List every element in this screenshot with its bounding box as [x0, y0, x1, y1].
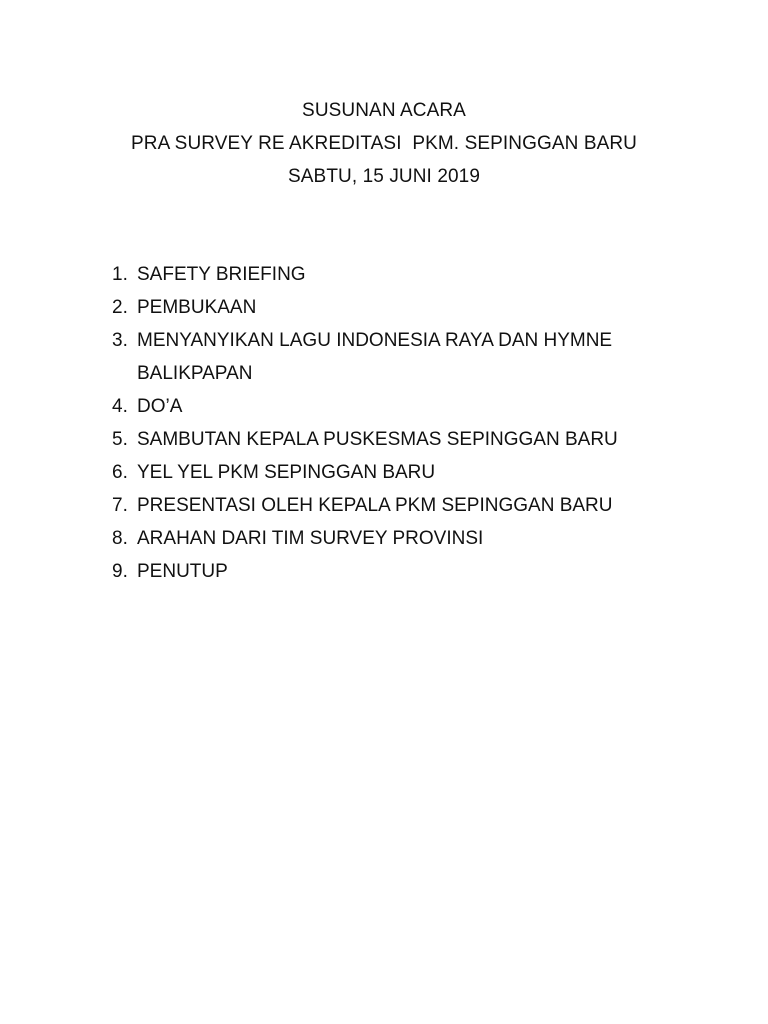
agenda-list [112, 258, 672, 588]
event-date: SABTU, 15 JUNI 2019 [288, 166, 480, 187]
agenda-item [112, 555, 672, 588]
agenda-item [112, 489, 672, 522]
agenda-item-number: 4. [112, 396, 128, 417]
agenda-item-number: 7. [112, 495, 128, 516]
agenda-item [112, 522, 672, 555]
agenda-item-text: ARAHAN DARI TIM SURVEY PROVINSI [137, 528, 484, 549]
agenda-item-number: 6. [112, 462, 128, 483]
agenda-item-text: SAFETY BRIEFING [137, 264, 306, 285]
agenda-item-number: 9. [112, 561, 128, 582]
agenda-item [112, 324, 672, 390]
agenda-item-number: 5. [112, 429, 128, 450]
agenda-item-number: 1. [112, 264, 128, 285]
document-title: SUSUNAN ACARA [302, 100, 466, 121]
agenda-item-text: SAMBUTAN KEPALA PUSKESMAS SEPINGGAN BARU [137, 429, 618, 450]
agenda-item-text: YEL YEL PKM SEPINGGAN BARU [137, 462, 436, 483]
agenda-item-number: 8. [112, 528, 128, 549]
agenda-item [112, 258, 672, 291]
agenda-item-text: PEMBUKAAN [137, 297, 257, 318]
agenda-item [112, 423, 672, 456]
agenda-item-text: PRESENTASI OLEH KEPALA PKM SEPINGGAN BARU [137, 495, 613, 516]
agenda-item-text: MENYANYIKAN LAGU INDONESIA RAYA DAN HYMNE BALIKPAPAN [137, 330, 613, 384]
event-subtitle: PRA SURVEY RE AKREDITASI PKM. SEPINGGAN BARU [130, 133, 638, 154]
agenda-item [112, 456, 672, 489]
agenda-item [112, 390, 672, 423]
agenda-item-text: PENUTUP [137, 561, 228, 582]
agenda-item [112, 291, 672, 324]
agenda-item-number: 3. [112, 330, 128, 351]
document-header [0, 94, 768, 193]
agenda-item-text: DO’A [137, 396, 183, 417]
agenda-item-number: 2. [112, 297, 128, 318]
